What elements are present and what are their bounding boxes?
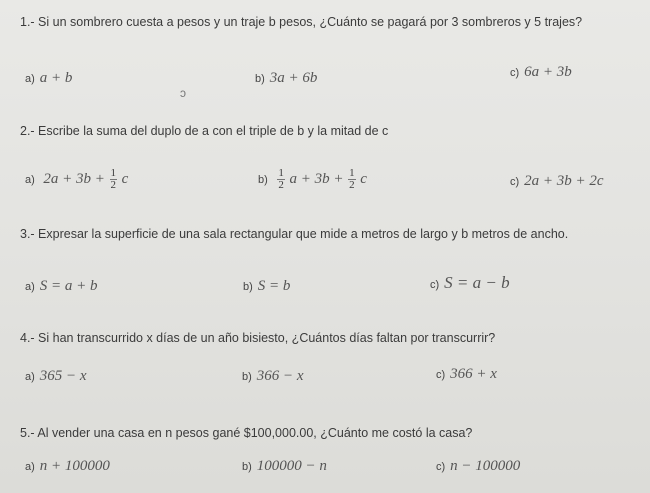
option-expression: S = b	[257, 278, 291, 294]
option-expression: 366 + x	[450, 366, 497, 382]
option-label: b)	[242, 461, 252, 473]
pencil-mark: ↄ	[180, 86, 186, 100]
option-expression: 2a + 3b + 2c	[524, 173, 604, 189]
option-expression: S = a − b	[444, 273, 510, 292]
option-expression: S = a + b	[39, 278, 98, 294]
option-label: a)	[25, 173, 35, 186]
q1-option-c	[510, 64, 572, 81]
option-variable: c	[360, 170, 367, 187]
question-4: 4.- Si han transcurrido x días de un año bisiesto, ¿Cuántos días faltan por transcurrir?	[20, 331, 496, 345]
option-expression: 100000 − n	[256, 458, 327, 474]
option-expression: 3a + 6b	[269, 70, 318, 86]
option-label: c)	[436, 461, 446, 473]
option-label: c)	[436, 369, 446, 381]
fraction: $\frac{1}{2}$	[110, 167, 117, 191]
q4-option-a	[25, 368, 87, 385]
q5-option-b	[242, 458, 327, 475]
q4-option-b	[242, 368, 304, 385]
option-expression: 2a + 3b +	[43, 170, 105, 187]
q3-option-b	[243, 278, 290, 295]
q2-option-c	[510, 173, 604, 190]
fraction: $\frac{1}{2}$	[278, 167, 284, 191]
q2-option-a	[25, 168, 128, 191]
option-expression: a + b	[39, 70, 73, 86]
option-label: c)	[430, 279, 440, 291]
option-expression: 6a + 3b	[524, 64, 572, 80]
q4-option-c	[436, 366, 497, 383]
q1-option-b	[255, 70, 317, 87]
option-label: b)	[243, 281, 253, 293]
q3-option-c	[430, 273, 510, 293]
option-label: b)	[255, 73, 265, 85]
q5-option-a	[25, 458, 110, 475]
q5-option-c	[436, 458, 520, 475]
option-label: b)	[258, 173, 268, 186]
fraction: $\frac{1}{2}$	[349, 167, 355, 191]
option-label: a)	[25, 371, 35, 383]
q1-option-a	[25, 70, 72, 87]
question-1: 1.- Si un sombrero cuesta a pesos y un traje b pesos, ¿Cuánto se pagará por 3 sombreros y 5 trajes?	[20, 15, 583, 29]
question-2: 2.- Escribe la suma del duplo de a con el triple de b y la mitad de c	[20, 124, 389, 138]
option-expression: a + 3b +	[289, 170, 344, 187]
option-expression: 366 − x	[256, 368, 304, 384]
option-label: a)	[25, 73, 35, 85]
option-expression: n − 100000	[450, 458, 521, 474]
option-label: a)	[25, 461, 35, 473]
option-label: c)	[510, 67, 520, 79]
question-3: 3.- Expresar la superficie de una sala rectangular que mide a metros de largo y b metros de ancho.	[20, 227, 569, 241]
option-variable: c	[121, 170, 129, 187]
q3-option-a	[25, 278, 98, 295]
q2-option-b	[258, 168, 367, 191]
option-label: b)	[242, 371, 252, 383]
question-5: 5.- Al vender una casa en n pesos gané $100,000.00, ¿Cuánto me costó la casa?	[20, 426, 473, 440]
option-expression: 365 − x	[39, 368, 87, 384]
option-label: a)	[25, 281, 35, 293]
option-expression: n + 100000	[39, 458, 110, 474]
option-label: c)	[510, 176, 520, 188]
